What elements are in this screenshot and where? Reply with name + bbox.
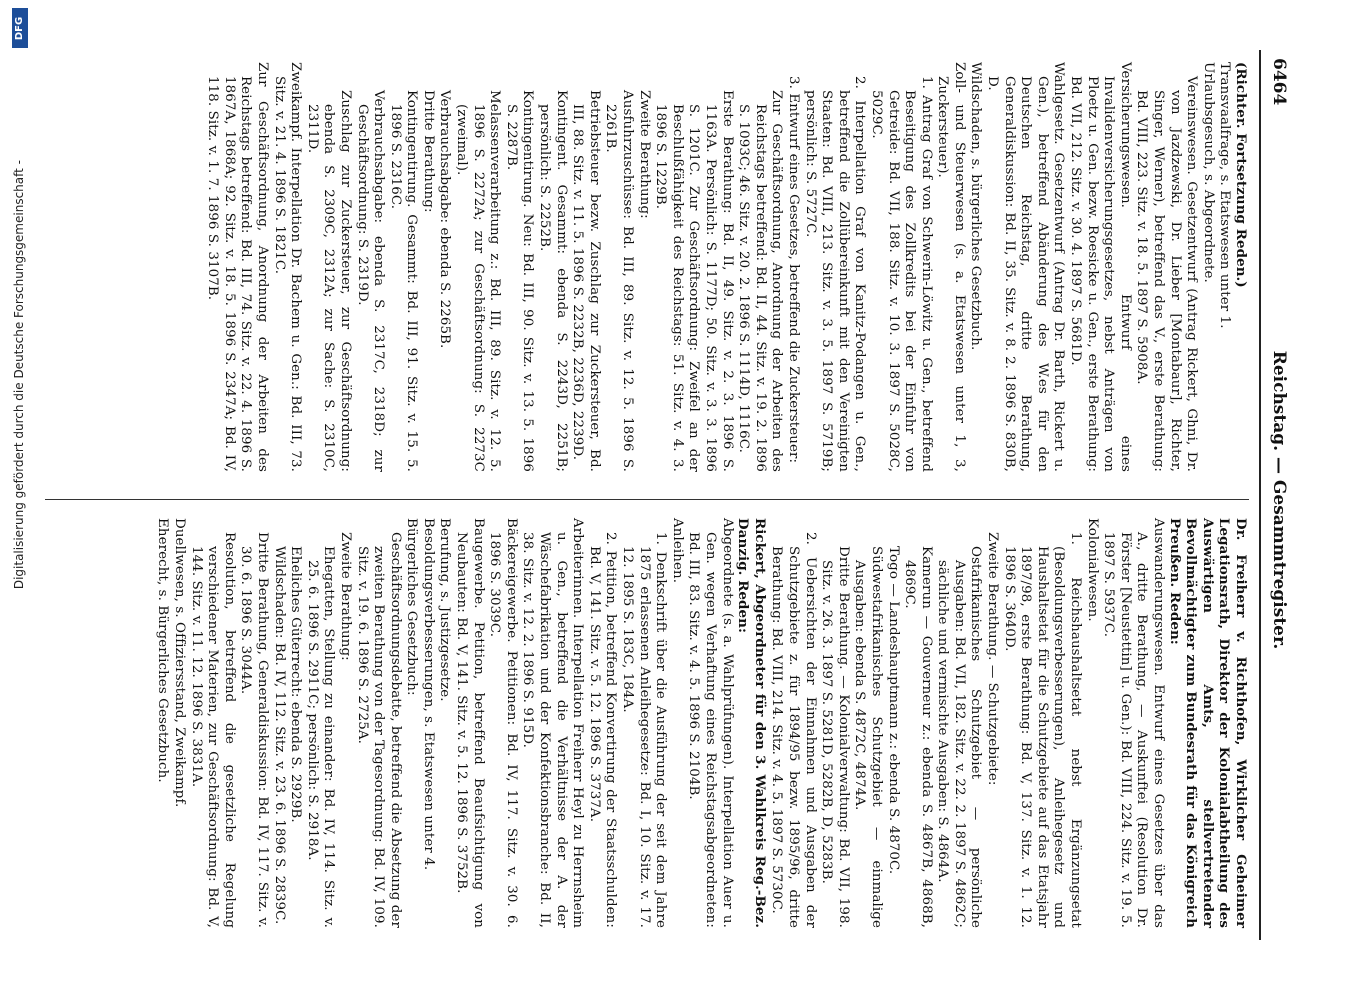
index-entry: 2. Interpellation Graf von Kanitz-Podangen u. Gen., betreffend die Zollübereinkunft mit den Vereinigten Staaten: Bd. VIII, 213. Sitz. v. 3. 5. 1897 S. 5719B; persönlich: S. 5727C. xyxy=(802,76,868,472)
index-entry: Dritte Berathung. — Kolonialverwaltung: Bd. VII, 198. Sitz. v. 26. 3. 1897 S. 5281D, 5282B, D, 5283B. xyxy=(819,546,851,928)
column-divider xyxy=(45,499,1249,500)
index-entry: Bäckereigewerbe. Petitionen: Bd. IV, 117. Sitz. v. 30. 6. 1896 S. 3039C. xyxy=(487,518,519,928)
index-entry: 2. Petition, betreffend Konvertirung der Staatsschulden: Bd. V, 141. Sitz. v. 5. 12. 1896 S. 3737A. xyxy=(586,532,619,928)
index-entry: Wildschaden: Bd. IV, 112. Sitz. v. 23. 6. 1896 S. 2839C. xyxy=(271,546,287,925)
index-entry: Südwestafrikanisches Schutzgebiet — einmalige Ausgaben: ebenda S. 4872C, 4874A. xyxy=(852,546,884,928)
index-entry: Kontingentirung. Gesammt: Bd. III, 91. Sitz. v. 15. 5. 1896 S. 2316C. xyxy=(387,90,420,472)
index-entry: Eheliches Güterrecht: ebenda S. 2929B. xyxy=(288,546,304,823)
dfg-logo-icon: DFG xyxy=(12,8,28,48)
index-entry: Ostafrikanisches Schutzgebiet — persönliche Ausgaben: Bd. VII, 182. Sitz. v. 22. 2. 1897 S. 4862C; sächliche und vermischte Ausgaben: S. 4864A. xyxy=(935,546,984,928)
index-entry: Geschäftsordnungsdebatte, betreffend die Absetzung der zweiten Berathung von der Tagesordnung: Bd. IV, 109. Sitz. v. 19. 6. 1896 S. 2725A. xyxy=(354,532,403,928)
index-entry: Besoldungsverbesserungen, s. Etatswesen unter 4. xyxy=(420,518,436,871)
index-entry: Urlaubsgesuch, s. Abgeordnete. xyxy=(1200,62,1216,283)
index-entry: Verbrauchsabgabe: ebenda S. 2317C, 2318D; zur Geschäftsordnung: S. 2319D. xyxy=(354,90,387,472)
index-entry: Kontingent. Gesammt: ebenda S. 2243D, 2251B; persönlich: S. 2252B. xyxy=(537,90,569,472)
index-entry: Betriebsteuer bezw. Zuschlag zur Zuckersteuer, Bd. III, 88. Sitz. v. 11. 5. 1896 S. 2232B, 2236D, 2239D. xyxy=(570,90,602,472)
index-entry: 1. Reichshaushaltsetat nebst Ergänzungsetat (Besoldungsverbesserungen), Anleihegesetz und Haushaltsetat für die Schutzgebiete auf das Etatsjahr 1897/98, erste Berathung: Bd. V, 137. Sitz. v. 1. 12. 1896 S. 3640D. xyxy=(1001,532,1084,928)
index-entry: Versicherungswesen. Entwurf eines Invalidenversicherungsgesetzes, nebst Anträgen von Ploetz u. Gen. bezw. Roesicke u. Gen., erste Berathung: Bd. VII, 212. Sitz. v. 30. 4. 1897 S. 5681D. xyxy=(1068,62,1133,472)
index-entry: Zuschlag zur Zuckersteuer, zur Geschäftsordnung: ebenda S. 2309C, 2312A; zur Sache: S. 2310C, 2311D. xyxy=(304,90,353,472)
index-entry: Zweite Berathung: xyxy=(636,90,652,219)
index-entry: Eherecht, s. Bürgerliches Gesetzbuch. xyxy=(155,518,171,783)
header-rule xyxy=(1259,50,1261,940)
index-entry: Arbeiterinnen. Interpellation Freiherr Heyl zu Herrnsheim u. Gen., betreffend die Verhältnisse der A. der Wäschefabrikation und der Konfektionsbranche: Bd. II, 38. Sitz. v. 12. 2. 1896 S. 915D. xyxy=(520,518,586,928)
index-entry: Dritte Berathung: xyxy=(420,90,436,213)
index-entry: (Richter. Fortsetzung Reden.) xyxy=(1233,62,1249,288)
index-entry: Kamerun — Gouverneur z.: ebenda S. 4867B, 4868B, 4869C. xyxy=(902,546,934,928)
index-entry: Dritte Berathung, Generaldiskussion: Bd. IV, 117. Sitz. v. 30. 6. 1896 S. 3044A. xyxy=(238,532,270,928)
index-entry: Zweite Berathung: xyxy=(337,532,353,661)
index-entry: Abgeordnete (s. a. Wahlprüfungen). Interpellation Auer u. Gen. wegen Verhaftung eines Reichstagsabgeordneten: Bd. III, 83. Sitz. v. 4. 5. 1896 S. 2104B. xyxy=(686,518,735,928)
index-entry: Zweikampf. Interpellation Dr. Bachem u. Gen.: Bd. III, 73. Sitz. v. 21. 4. 1896 S. 1821C. xyxy=(271,62,304,472)
page-number: 6464 xyxy=(1269,58,1289,106)
index-entry: Verbrauchsabgabe: ebenda S. 2265B. xyxy=(437,90,453,349)
left-column xyxy=(40,62,1249,472)
index-entry: Bürgerliches Gesetzbuch: xyxy=(404,518,420,696)
index-entry: Ausfuhrzuschüsse: Bd. III, 89. Sitz. v. 12. 5. 1896 S. 2261B. xyxy=(603,90,636,472)
page-title: Reichstag. — Gesammtregister. xyxy=(1269,350,1289,650)
index-entry: 1. Denkschrift über die Ausführung der seit dem Jahre 1875 erlassenen Anleihegesetze: Bd. I, 10. Sitz. v. 17. 12. 1895 S. 183C, 184A. xyxy=(620,532,669,928)
index-entry: Kontingentirung. Neu: Bd. III, 90. Sitz. v. 13. 5. 1896 S. 2287B. xyxy=(503,90,536,472)
index-entry: Auswanderungswesen. Entwurf eines Gesetzes über das A., dritte Berathung, — Auskunftei (Resolution Dr. Förster [Neustettin] u. Gen.): Bd. VIII, 224. Sitz. v. 19. 5. 1897 S. 5937C. xyxy=(1101,518,1167,928)
index-entry: 3. Entwurf eines Gesetzes, betreffend die Zuckersteuer: xyxy=(785,76,801,464)
index-entry: Togo — Landeshauptmann z.: ebenda S. 4870C. xyxy=(885,546,901,875)
index-entry: Dr. Freiherr v. Richthofen, Wirklicher Geheimer Legationsrath, Direktor der Kolonialabtheilung des Auswärtigen Amts, stellvertretender Bevollmächtigter zum Bundesrath für das Königreich Preußen. Reden: xyxy=(1166,518,1249,928)
index-entry: Zoll- und Steuerwesen (s. a. Etatswesen unter 1, 3, Zuckersteuer). xyxy=(935,62,967,472)
index-entry: Erste Berathung: Bd. II, 49. Sitz. v. 2. 3. 1896 S. 1163A. Persönlich: S. 1177D; 50. Sitz. v. 3. 3. 1896 S. 1201C. Zur Geschäftsordnung: Zweifel an der Beschlußfähigkeit des Reichstags: 51. Sitz. v. 4. 3. 1896 S. 1229B. xyxy=(653,90,735,472)
index-entry: Rickert, Abgeordneter für den 3. Wahlkreis Reg.-Bez. Danzig. Reden: xyxy=(735,518,768,928)
index-entry: Zweite Berathung. — Schutzgebiete: xyxy=(985,532,1001,786)
index-entry: Zur Geschäftsordnung, Anordnung der Arbeiten des Reichstags betreffend: Bd. II, 44. Sitz. v. 19. 2. 1896 S. 1093C; 46. Sitz. v. 20. 2. 1896 S. 1114D, 1116C. xyxy=(736,90,785,472)
index-entry: Wildschaden, s. bürgerliches Gesetzbuch. xyxy=(968,62,984,351)
digitization-credit: Digitalisierung gefördert durch die Deutsche Forschungsgemeinschaft - xyxy=(12,160,26,590)
index-entry: 2. Uebersichten der Einnahmen und Ausgaben der Schutzgebiete z. für 1894/95 bezw. 1895/96, dritte Berathung: Bd. VIII, 214. Sitz. v. 4. 5. 1897 S. 5730C. xyxy=(769,532,818,928)
index-entry: Melassenverarbeitung z.: Bd. III, 89. Sitz. v. 12. 5. 1896 S. 2272A; zur Geschäftsordnung: S. 2273C (zweimal). xyxy=(454,90,503,472)
index-entry: Kolonialwesen. xyxy=(1084,518,1100,622)
index-entry: Anleihen. xyxy=(669,518,685,584)
index-entry: Duellwesen, s. Offiziersstand, Zweikampf. xyxy=(172,518,187,808)
index-entry: Resolution, betreffend die gesetzliche Regelung verschiedener Materien, zur Geschäftsordnung: Bd. V, 144. Sitz. v. 11. 12. 1896 S. 3831A. xyxy=(188,532,237,928)
index-entry: Vereinswesen. Gesetzentwurf (Antrag Rickert, Ghni, Dr. von Jazdzewski, Dr. Lieber [Montabaur], Richter, Singer, Werner), betreffend das V., erste Berathung: Bd. VIII, 223. Sitz. v. 18. 5. 1897 S. 5908A. xyxy=(1134,76,1200,472)
index-entry: 1. Antrag Graf von Schwerin-Löwitz u. Gen., betreffend Beseitigung des Zollkredits bei der Einfuhr von Getreide: Bd. VII, 188. Sitz. v. 10. 3. 1897 S. 5028C, 5029C. xyxy=(868,76,934,472)
index-entry: Berufung, s. Justizgesetze. xyxy=(437,518,453,702)
index-entry: Transvaalfrage, s. Etatswesen unter 1. xyxy=(1217,62,1233,329)
right-column xyxy=(40,518,1249,928)
index-entry: Wahlgesetz. Gesetzentwurf (Antrag Dr. Barth, Rickert u. Gen.), betreffend Abänderung des W.es für den Deutschen Reichstag, dritte Berathung, Generaldiskussion: Bd. II, 35. Sitz. v. 8. 2. 1896 S. 830B, D. xyxy=(985,62,1067,472)
index-entry: Baugewerbe. Petition, betreffend Beaufsichtigung von Neubauten: Bd. V, 141. Sitz. v. 5. 12. 1896 S. 3752B. xyxy=(454,518,486,928)
index-entry: Ehegatten, Stellung zu einander: Bd. IV, 114. Sitz. v. 25. 6. 1896 S. 2911C; persönlich: S. 2918A. xyxy=(304,546,337,928)
page-header xyxy=(1261,40,1295,960)
index-entry: Zur Geschäftsordnung, Anordnung der Arbeiten des Reichstags betreffend: Bd. III, 74. Sitz. v. 22. 4. 1896 S. 1867A, 1868A; 92. Sitz. v. 18. 5. 1896 S. 2347A; Bd. IV, 118. Sitz. v. 1. 7. 1896 S. 3107B. xyxy=(205,62,270,472)
